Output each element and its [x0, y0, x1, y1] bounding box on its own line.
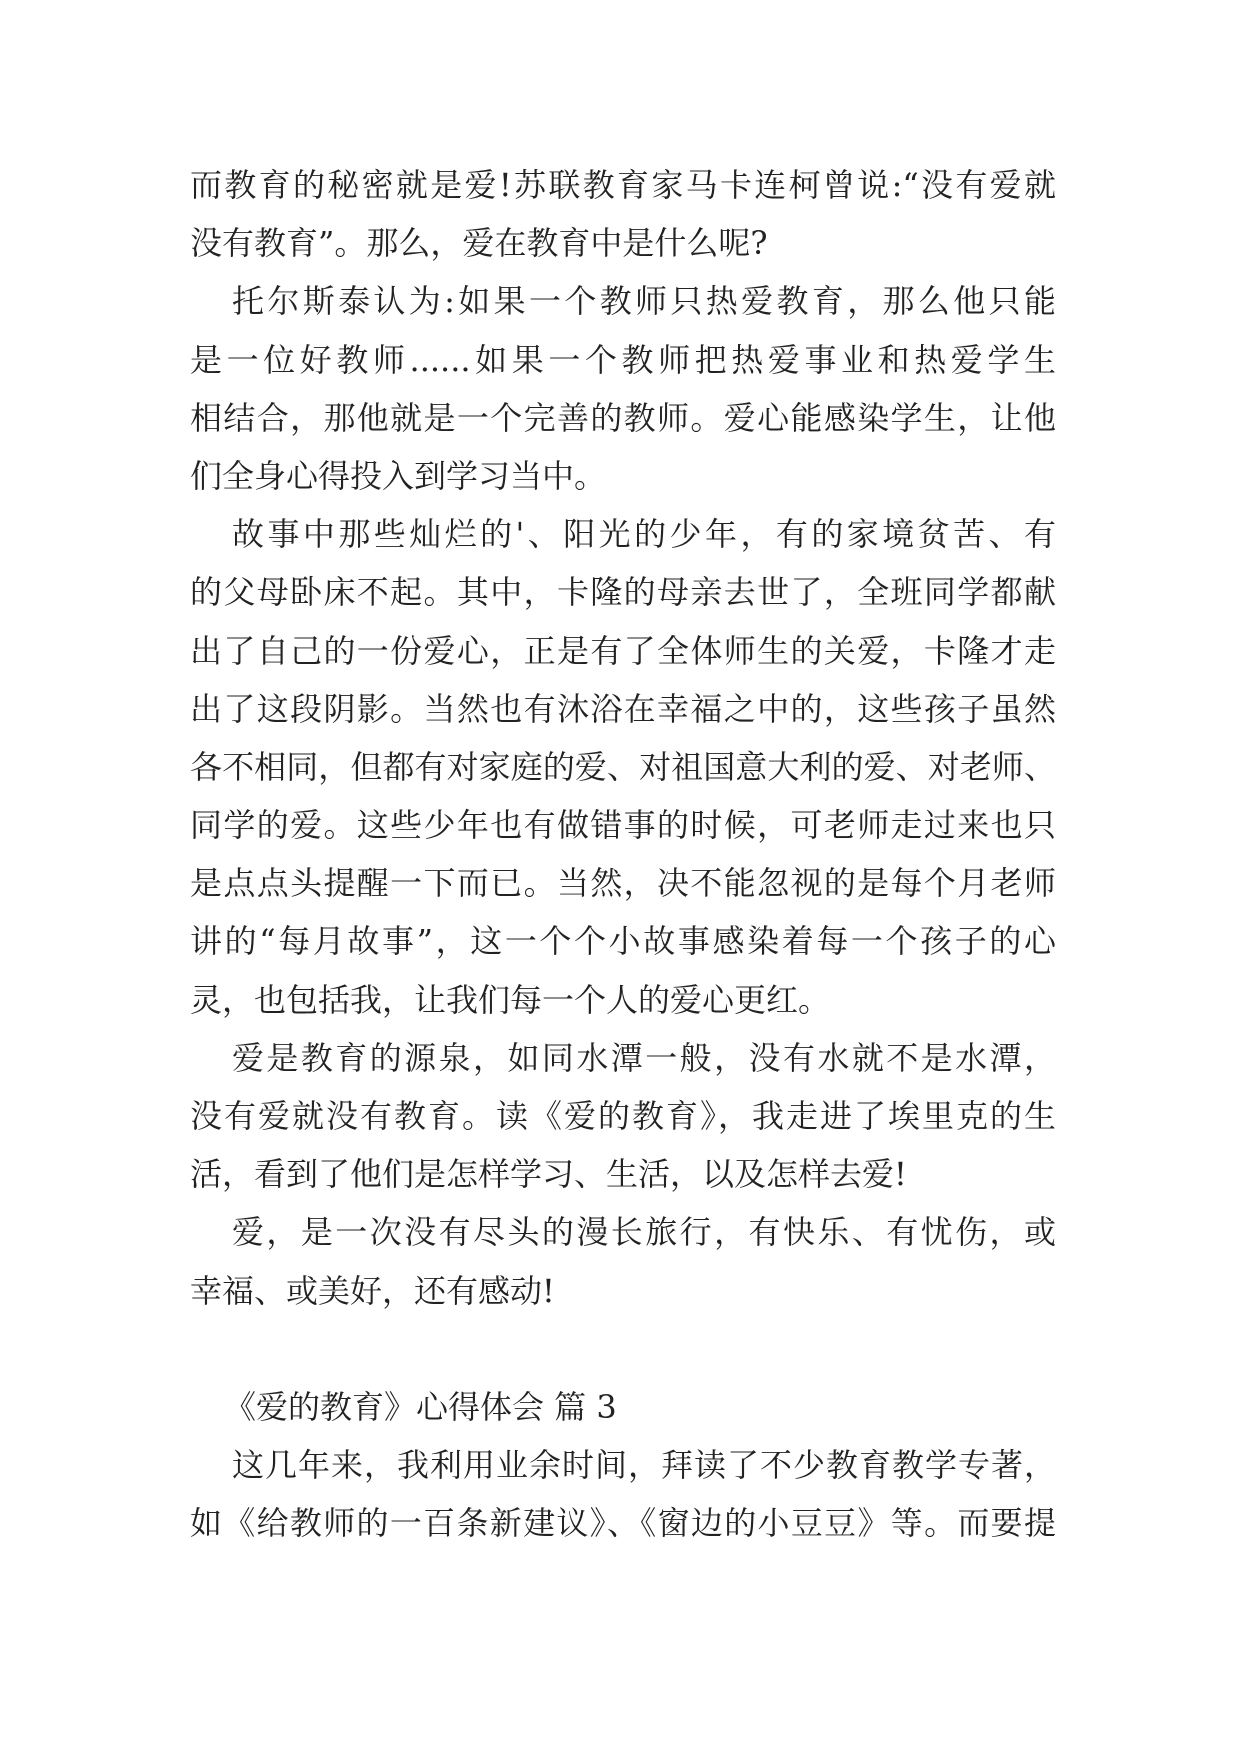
text-line: 故事中那些灿烂的'、阳光的少年，有的家境贫苦、有 [232, 515, 1056, 554]
text-line: 爱，是一次没有尽头的漫长旅行，有快乐、有忧伤，或 [232, 1213, 1056, 1252]
text-line: 灵，也包括我，让我们每一个人的爱心更红。 [190, 980, 831, 1019]
paragraph [190, 156, 1056, 272]
text-line: 爱是教育的源泉，如同水潭一般，没有水就不是水潭， [232, 1038, 1056, 1077]
text-line: 而教育的秘密就是爱!苏联教育家马卡连柯曾说:“没有爱就 [190, 166, 1056, 204]
text-line: 出了这段阴影。当然也有沐浴在幸福之中的，这些孩子虽然 [190, 689, 1056, 728]
text-line: 如《给教师的一百条新建议》、《窗边的小豆豆》等。而要提 [190, 1504, 1056, 1543]
text-line: 托尔斯泰认为:如果一个教师只热爱教育，那么他只能 [232, 282, 1056, 321]
paragraph [190, 1029, 1056, 1204]
text-line: 各不相同，但都有对家庭的爱、对祖国意大利的爱、对老师、 [190, 747, 1056, 786]
text-line: 同学的爱。这些少年也有做错事的时候，可老师走过来也只 [190, 806, 1056, 845]
text-line: 们全身心得投入到学习当中。 [190, 456, 607, 495]
blank-line [190, 1320, 1056, 1378]
text-line: 相结合，那他就是一个完善的教师。爱心能感染学生，让他 [190, 398, 1056, 437]
document-body [190, 156, 1056, 1553]
paragraph [190, 272, 1056, 505]
section-heading: 《爱的教育》心得体会 篇 3 [224, 1387, 617, 1426]
text-line: 是一位好教师......如果一个教师把热爱事业和热爱学生 [190, 340, 1056, 379]
text-line: 没有教育”。那么，爱在教育中是什么呢? [190, 224, 768, 263]
text-line: 讲的“每月故事”，这一个个小故事感染着每一个孩子的心 [190, 922, 1056, 961]
text-line: 没有爱就没有教育。读《爱的教育》，我走进了埃里克的生 [190, 1097, 1056, 1135]
paragraph [190, 1436, 1056, 1552]
text-line: 出了自己的一份爱心，正是有了全体师生的关爱，卡隆才走 [190, 631, 1056, 670]
text-line: 幸福、或美好，还有感动! [190, 1271, 555, 1310]
paragraph [190, 1203, 1056, 1319]
text-line: 活，看到了他们是怎样学习、生活，以及怎样去爱! [190, 1155, 907, 1194]
text-line: 这几年来，我利用业余时间，拜读了不少教育教学专著， [232, 1446, 1056, 1485]
text-line: 的父母卧床不起。其中，卡隆的母亲去世了，全班同学都献 [190, 573, 1056, 612]
text-line: 是点点头提醒一下而已。当然，决不能忽视的是每个月老师 [190, 864, 1056, 903]
paragraph [190, 505, 1056, 1029]
